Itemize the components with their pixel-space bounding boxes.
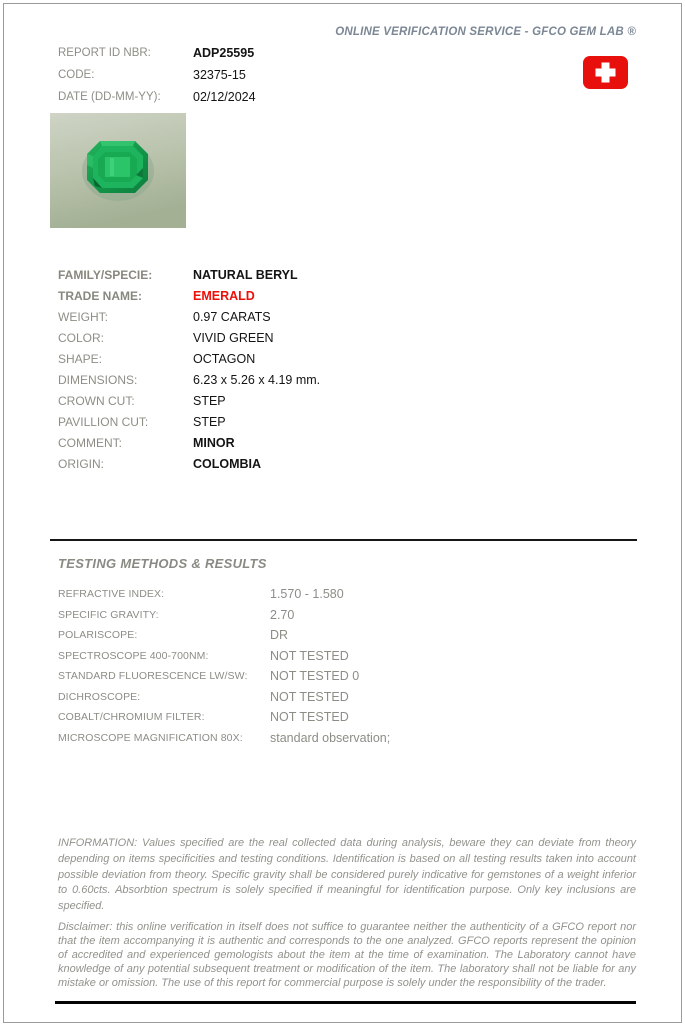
shape-row [58,348,320,369]
crown-cut-label: CROWN CUT: [58,393,135,408]
report-id-label: REPORT ID NBR: [58,47,151,59]
cobalt-filter-row [58,707,390,728]
polariscope-label: POLARISCOPE: [58,629,138,642]
code-label: CODE: [58,69,95,81]
pavillion-cut-value: STEP [193,414,226,429]
polariscope-value: DR [270,628,289,643]
shape-label: SHAPE: [58,351,103,366]
origin-row [58,453,320,474]
section-divider-line [50,539,637,541]
testing-section-heading: TESTING METHODS & RESULTS [58,556,267,571]
specific-gravity-label: SPECIFIC GRAVITY: [58,608,159,621]
fluorescence-label: STANDARD FLUORESCENCE LW/SW: [58,670,248,683]
comment-label: COMMENT: [58,435,122,450]
origin-value: COLOMBIA [193,456,262,471]
code-row [58,64,256,86]
cobalt-filter-label: COBALT/CHROMIUM FILTER: [58,711,205,724]
comment-value: MINOR [193,435,235,450]
crown-cut-row [58,390,320,411]
dichroscope-label: DICHROSCOPE: [58,690,141,703]
cobalt-filter-value: NOT TESTED [270,710,349,725]
polariscope-row [58,625,390,646]
specific-gravity-value: 2.70 [270,607,295,622]
refractive-index-label: REFRACTIVE INDEX: [58,588,165,601]
color-row [58,327,320,348]
fluorescence-value: NOT TESTED 0 [270,669,360,684]
dichroscope-row [58,687,390,708]
bottom-rule-line [55,1001,636,1004]
spectroscope-row [58,646,390,667]
weight-label: WEIGHT: [58,309,108,324]
testing-results-block [58,584,390,748]
identification-block [58,264,320,474]
gem-photo [50,113,186,228]
trade-name-row [58,285,320,306]
family-label: FAMILY/SPECIE: [58,267,153,282]
shape-value: OCTAGON [193,351,256,366]
date-label: DATE (DD-MM-YY): [58,91,161,103]
crown-cut-value: STEP [193,393,226,408]
color-value: VIVID GREEN [193,330,274,345]
specific-gravity-row [58,605,390,626]
dimensions-value: 6.23 x 5.26 x 4.19 mm. [193,372,321,387]
date-row [58,86,256,108]
fluorescence-row [58,666,390,687]
report-id-row [58,42,256,64]
dichroscope-value: NOT TESTED [270,689,349,704]
comment-row [58,432,320,453]
information-paragraph: INFORMATION: Values specified are the real collected data during analysis, beware they can deviate from theory depending on items specificities and testing conditions. Identification is based on all testing results taken into account possible deviation from theory. Specific gravity shall be considered purely indicative for gemstones of a weight inferior to 0.60cts. Absorbtion spectrum is solely specified if meaningful for identification purpose. Only key inclusions are specified. [58,837,636,913]
trade-name-value: EMERALD [193,288,255,303]
dimensions-row [58,369,320,390]
dimensions-label: DIMENSIONS: [58,372,138,387]
weight-row [58,306,320,327]
microscope-label: MICROSCOPE MAGNIFICATION 80X: [58,731,243,744]
pavillion-cut-label: PAVILLION CUT: [58,414,149,429]
pavillion-cut-row [58,411,320,432]
spectroscope-label: SPECTROSCOPE 400-700NM: [58,649,209,662]
service-title: ONLINE VERIFICATION SERVICE - GFCO GEM LAB ® [335,26,636,38]
date-value: 02/12/2024 [193,90,256,104]
disclaimer-paragraph: Disclaimer: this online verification in itself does not suffice to guarantee neither the authenticity of a GFCO report nor that the item accompanying it is authentic and corresponds to the one analyzed. GFCO reports represent the opinion of accredited and experienced gemologists about the item at the time of examination. The Laboratory cannot have knowledge of any potential subsequent treatment or modification of the item. The laboratory shall not be liable for any mistake or omission. The use of this report for commercial purpose is solely under the responsibility of the trader. [58,921,636,989]
spectroscope-value: NOT TESTED [270,648,349,663]
report-id-value: ADP25595 [193,46,255,60]
microscope-value: standard observation; [270,730,391,745]
origin-label: ORIGIN: [58,456,105,471]
color-label: COLOR: [58,330,105,345]
family-row [58,264,320,285]
refractive-index-row [58,584,390,605]
refractive-index-value: 1.570 - 1.580 [270,587,344,602]
trade-name-label: TRADE NAME: [58,288,142,303]
code-value: 32375-15 [193,68,246,82]
swiss-cross-icon [583,56,628,89]
weight-value: 0.97 CARATS [193,309,271,324]
microscope-row [58,728,390,749]
family-value: NATURAL BERYL [193,267,298,282]
report-meta-block [58,42,256,108]
